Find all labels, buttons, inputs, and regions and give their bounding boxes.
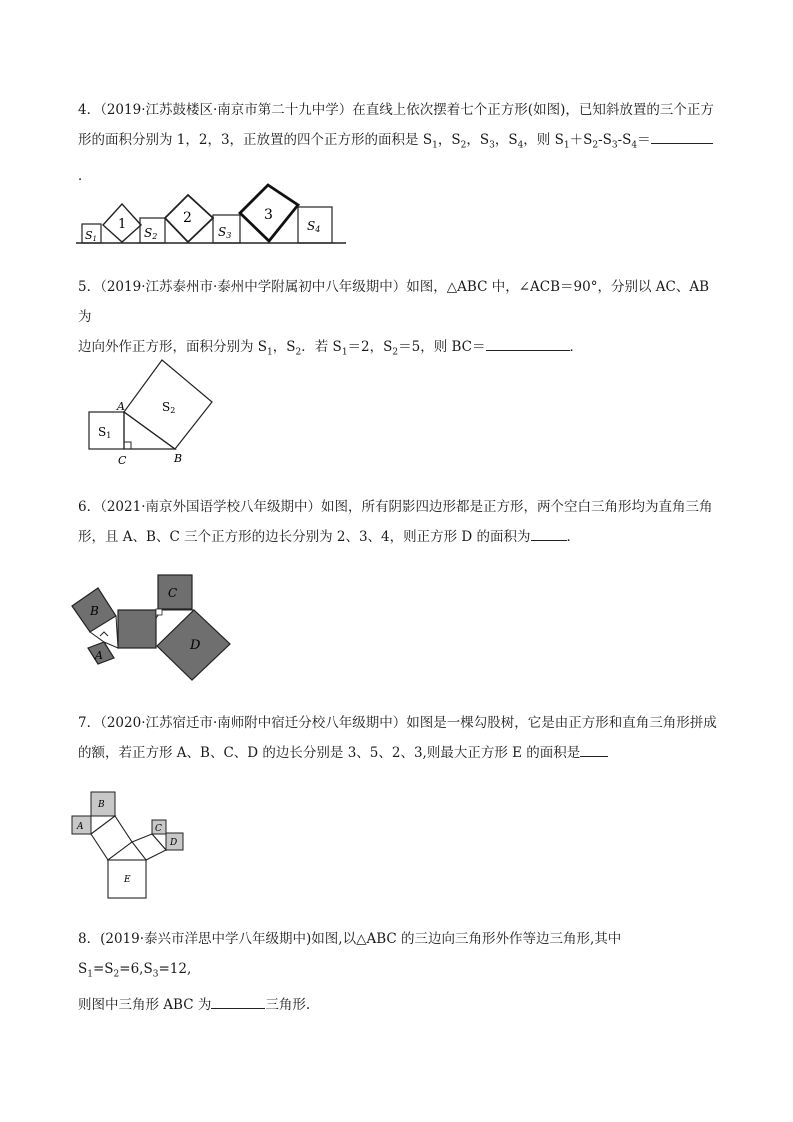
question-text: 如图,以△ABC 的三边向三角形外作等边三角形,其中 S xyxy=(78,931,622,977)
answer-blank[interactable] xyxy=(580,742,608,757)
upright-label-s3: S3 xyxy=(218,225,232,240)
question-6 xyxy=(78,492,718,552)
upright-label-s4: S4 xyxy=(307,219,321,234)
figure-pythagoras-tree xyxy=(70,790,186,902)
label-a: A xyxy=(77,822,84,832)
tilted-label-3: 3 xyxy=(264,207,273,223)
question-7 xyxy=(78,708,718,768)
label-b: B xyxy=(98,800,105,810)
question-5-line-1 xyxy=(78,272,718,332)
middle-square xyxy=(118,610,156,648)
question-8 xyxy=(78,924,718,1020)
tilted-label-1: 1 xyxy=(118,217,127,232)
figure-squares-on-line xyxy=(76,180,348,246)
question-6-line-1 xyxy=(78,492,718,522)
question-text: 如图是一棵勾股树，它是由正方形和直角三角形拼成 xyxy=(406,715,717,731)
answer-blank[interactable] xyxy=(651,129,713,144)
vertex-label-c: C xyxy=(118,454,127,467)
question-text: 如图，△ABC 中，∠ACB＝90°，分别以 AC、AB 为 xyxy=(78,279,709,325)
question-8-line-2: 则图中三角形 ABC 为 三角形. xyxy=(78,990,718,1020)
label-d: D xyxy=(170,838,178,848)
question-source: (2019·泰兴市洋思中学八年级期中) xyxy=(100,931,312,947)
question-4-line-2: 形的面积分别为 1，2，3，正放置的四个正方形的面积是 $S_1$，$S_2$，$S_3$，$S_4$，则 $S_1+S_2-S_3-S_4=$． xyxy=(78,125,718,191)
answer-blank[interactable] xyxy=(531,526,567,541)
question-6-line-2: 形，且 A、B、C 三个正方形的边长分别为 2、3、4，则正方形 D 的面积为 ． xyxy=(78,522,718,552)
answer-blank[interactable] xyxy=(211,994,265,1009)
answer-blank[interactable] xyxy=(486,336,570,351)
question-4 xyxy=(78,95,718,191)
label-e: E xyxy=(124,875,131,885)
question-number: 6． xyxy=(78,499,101,515)
figure-right-triangle-squares xyxy=(84,358,218,468)
question-number: 4． xyxy=(78,102,101,118)
question-5 xyxy=(78,272,718,368)
vertex-label-b: B xyxy=(174,452,183,465)
question-source: （2019·江苏鼓楼区·南京市第二十九中学） xyxy=(100,102,353,118)
right-angle-mark-c xyxy=(156,609,162,615)
question-8-line-1: 8．(2019·泰兴市洋思中学八年级期中)如图,以△ABC 的三边向三角形外作等边三角形,其中 $S_1=S_2=6,S_3=12$, xyxy=(78,931,622,980)
label-d: D xyxy=(190,638,201,653)
right-angle-mark xyxy=(124,442,131,449)
question-4-line-1 xyxy=(78,95,718,125)
label-c: C xyxy=(155,824,162,834)
label-s2: S2 xyxy=(162,400,176,415)
question-number: 5． xyxy=(78,279,101,295)
label-s1: S1 xyxy=(98,425,112,440)
tilted-label-2: 2 xyxy=(183,210,192,226)
question-number: 7． xyxy=(78,715,101,731)
label-c: C xyxy=(168,586,178,600)
question-text: 如图，所有阴影四边形都是正方形，两个空白三角形均为直角三角 xyxy=(321,499,713,515)
figure-shaded-squares xyxy=(70,572,232,684)
vertex-label-a: A xyxy=(117,400,125,413)
question-source: （2019·江苏泰州市·泰州中学附属初中八年级期中） xyxy=(100,279,407,295)
question-source: （2021·南京外国语学校八年级期中） xyxy=(100,499,321,515)
upright-label-s2: S2 xyxy=(144,226,158,241)
label-b: B xyxy=(90,604,99,618)
question-source: （2020·江苏宿迁市·南师附中宿迁分校八年级期中） xyxy=(100,715,407,731)
question-5-line-2: 边向外作正方形，面积分别为 $S_1$，$S_2$．若 $S_1=2$，$S_2=5$，则 BC＝ ． xyxy=(78,332,718,368)
question-text: 在直线上依次摆着七个正方形(如图)，已知斜放置的三个正方 xyxy=(352,102,714,118)
question-7-line-1 xyxy=(78,708,718,738)
question-number: 8． xyxy=(78,931,101,947)
question-7-line-2: 的额，若正方形 A、B、C、D 的边长分别是 3、5、2、3,则最大正方形 E 的面积是 xyxy=(78,738,718,768)
label-a: A xyxy=(95,649,103,662)
upright-label-s1: S1 xyxy=(85,229,98,243)
